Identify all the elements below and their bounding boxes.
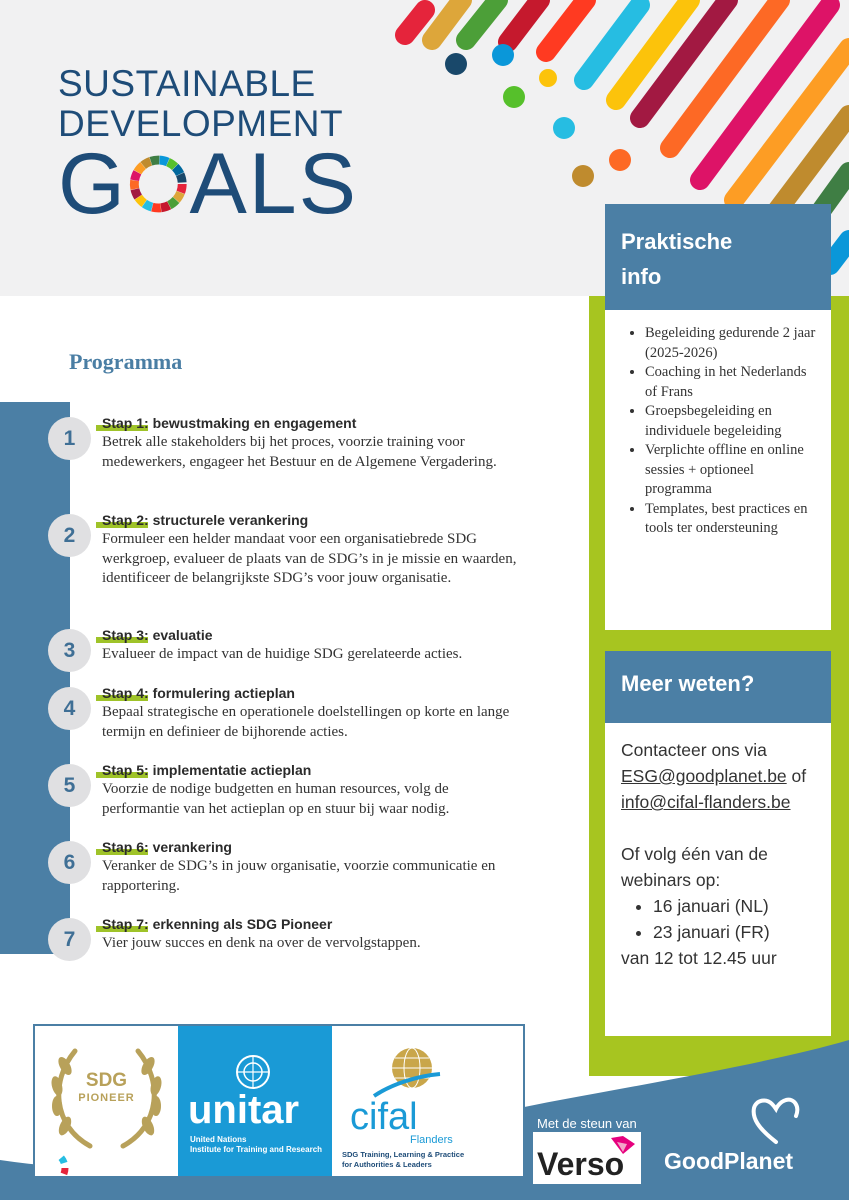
practical-info-list — [625, 324, 821, 539]
step-title-wrap — [102, 684, 528, 703]
unitar-wordmark: unitar — [188, 1088, 300, 1132]
step-title-wrap — [102, 838, 528, 857]
support-label: Met de steun van — [537, 1116, 637, 1131]
unitar-sub1: United Nations — [190, 1135, 247, 1144]
step-number-badge: 7 — [48, 918, 91, 961]
cifal-logo — [332, 1026, 523, 1176]
webinar-date: • 23 januari (FR) — [653, 919, 821, 945]
sdg-goals-word — [58, 136, 358, 232]
step-item — [48, 915, 528, 965]
practical-info-item: • Coaching in het Nederlands of Frans — [645, 363, 821, 402]
verso-logo — [533, 1132, 641, 1184]
heart-icon — [748, 1096, 804, 1146]
step-title-wrap — [102, 626, 528, 645]
un-emblem-icon — [233, 1052, 273, 1092]
step-item — [48, 761, 528, 838]
step-title: Stap 1: bewustmaking en engagement — [102, 415, 357, 431]
cifal-sub1: SDG Training, Learning & Practice — [342, 1150, 465, 1159]
step-description: Voorzie de nodige budgetten en human resources, volg de performantie van het actieplan op en stuur bij waar nodig. — [102, 781, 450, 817]
step-number-badge: 5 — [48, 764, 91, 807]
step-title: Stap 6: verankering — [102, 839, 232, 855]
or-text: of — [791, 766, 807, 786]
sdg-title-line2: DEVELOPMENT — [58, 103, 344, 144]
sdg-pioneer-text: SDG — [85, 1070, 128, 1091]
webinar-date-list — [621, 893, 821, 945]
step-number-badge: 1 — [48, 417, 91, 460]
step-number-badge: 4 — [48, 687, 91, 730]
email-cifal-link[interactable]: info@cifal-flanders.be — [621, 792, 791, 812]
program-title: Programma — [69, 349, 183, 374]
step-description: Vier jouw succes en denk na over de vervolgstappen. — [102, 935, 421, 951]
webinar-date: • 16 januari (NL) — [653, 893, 821, 919]
sdg-pioneer-logo — [35, 1026, 178, 1176]
step-item — [48, 684, 528, 761]
step-title-wrap — [102, 915, 528, 934]
contact-line — [621, 737, 821, 763]
practical-info-title-line1: Praktische — [621, 229, 733, 254]
practical-info-item: • Groepsbegeleiding en individuele begeleiding — [645, 402, 821, 441]
step-title: Stap 4: formulering actieplan — [102, 685, 295, 701]
step-title-wrap — [102, 761, 528, 780]
more-info-box — [605, 723, 831, 1036]
sdg-title-line1: SUSTAINABLE — [58, 63, 316, 104]
step-description: Betrek alle stakeholders bij het proces, voorzie training voor medewerkers, engageer het Bestuur en de Algemene Vergadering. — [102, 434, 497, 470]
step-number-badge: 3 — [48, 629, 91, 672]
practical-info-box — [605, 310, 831, 630]
practical-info-item: • Templates, best practices en tools ter ondersteuning — [645, 500, 821, 539]
step-title: Stap 5: implementatie actieplan — [102, 762, 312, 778]
email-line — [621, 763, 821, 789]
unitar-logo — [178, 1026, 332, 1176]
practical-info-header — [605, 204, 831, 310]
verso-wordmark: Verso — [537, 1146, 625, 1182]
step-description: Evalueer de impact van de huidige SDG gerelateerde acties. — [102, 646, 463, 662]
goals-letters-als: ALS — [189, 136, 358, 232]
webinar-intro: Of volg één van de webinars op: — [621, 844, 768, 890]
step-title: Stap 3: evaluatie — [102, 627, 213, 643]
step-title-wrap — [102, 511, 528, 530]
step-title: Stap 2: structurele verankering — [102, 512, 309, 528]
step-number-badge: 2 — [48, 514, 91, 557]
partner-logos — [33, 1024, 525, 1178]
cifal-wordmark: cifal — [350, 1096, 418, 1138]
goals-letter-g: G — [58, 136, 127, 232]
step-description: Formuleer een helder mandaat voor een organisatiebrede SDG werkgroep, evalueer de plaats van de SDG’s in je missie en waarden, identificeer de belangrijkste SDG’s voor jouw organisatie. — [102, 531, 517, 586]
sdg-wheel-icon — [129, 151, 188, 217]
step-title-wrap — [102, 414, 528, 433]
step-number-badge: 6 — [48, 841, 91, 884]
webinar-time: van 12 tot 12.45 uur — [621, 948, 777, 968]
sdg-logo-title — [58, 63, 358, 232]
step-title: Stap 7: erkenning als SDG Pioneer — [102, 916, 333, 932]
email-goodplanet-link[interactable]: ESG@goodplanet.be — [621, 766, 787, 786]
program-steps — [48, 414, 528, 965]
cifal-flanders: Flanders — [410, 1134, 453, 1146]
cifal-globe-icon — [372, 1044, 442, 1104]
step-item — [48, 414, 528, 511]
unitar-sub2: Institute for Training and Research — [190, 1145, 323, 1154]
practical-info-title-line2: info — [621, 264, 662, 289]
goodplanet-logo-text: GoodPlanet — [664, 1148, 794, 1174]
contact-prefix: Contacteer ons via — [621, 740, 767, 760]
step-item — [48, 626, 528, 684]
step-item — [48, 838, 528, 915]
practical-info-item: • Begeleiding gedurende 2 jaar (2025-2026) — [645, 324, 821, 363]
practical-info-item: • Verplichte offline en online sessies + optioneel programma — [645, 441, 821, 500]
step-item — [48, 511, 528, 626]
more-info-header: Meer weten? — [605, 651, 831, 723]
step-description: Bepaal strategische en operationele doelstellingen op korte en lange termijn en definieer de bijhorende acties. — [102, 704, 510, 740]
step-description: Veranker de SDG’s in jouw organisatie, voorzie communicatie en rapportering. — [102, 858, 496, 894]
cifal-sub2: for Authorities & Leaders — [342, 1160, 432, 1169]
sdg-pioneer-subtext: PIONEER — [78, 1092, 135, 1104]
